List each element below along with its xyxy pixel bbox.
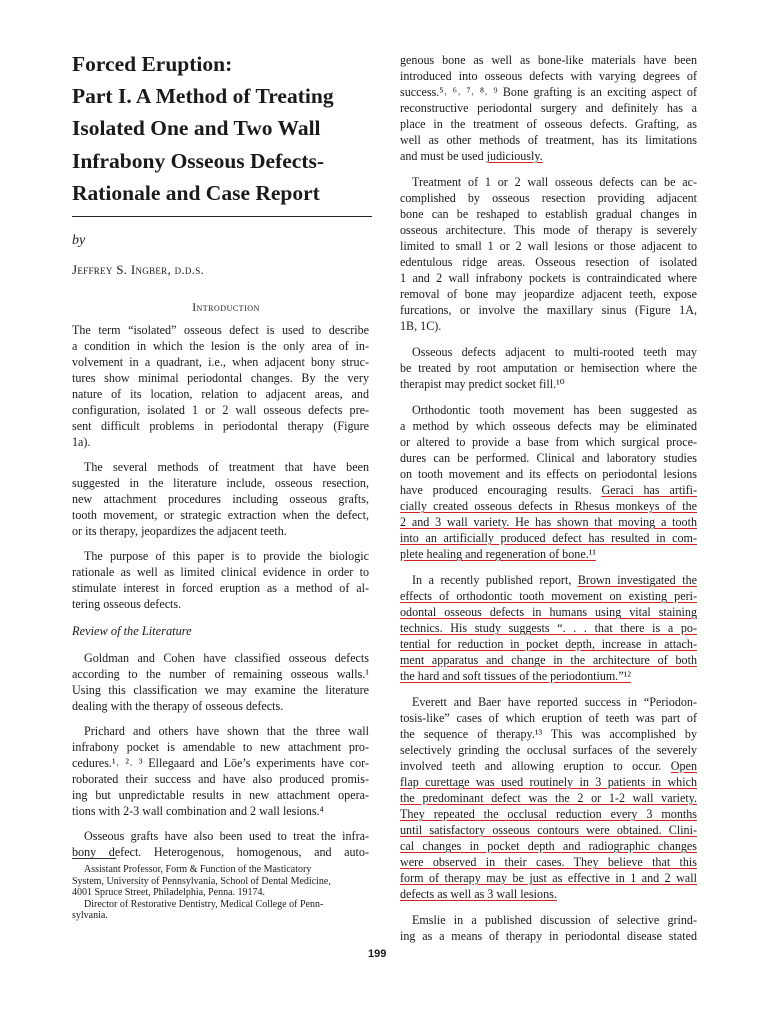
text-line: edentulous ridge areas. Osseous resection of isolated (400, 255, 697, 269)
footnote-divider (72, 858, 116, 859)
text-line: tering osseous defects. (72, 597, 182, 611)
underlined-text: judiciously. (486, 149, 543, 163)
text-line: place in the treatment of osseous defects. Grafting, as (400, 117, 697, 131)
underlined-line: plete healing and regeneration of bone.¹¹ (400, 547, 596, 561)
text-line: tures show minimal periodontal changes. By the very (72, 371, 369, 385)
text-line: according to the number of remaining osseous walls.¹ (72, 667, 369, 681)
everett-paragraph (400, 694, 697, 902)
footnote-line: 4001 Spruce Street, Philadelphia, Penna. 19174. (72, 887, 266, 899)
text-line: Treatment of 1 or 2 wall osseous defects can be ac- (412, 175, 697, 189)
text-line: genous bone as well as bone-like materials have been (400, 53, 697, 67)
text-line: the sequence of therapy.¹³ This was accomplished by (400, 727, 697, 741)
multirooted-paragraph (400, 344, 697, 392)
text-line: Everett and Baer have reported success in “Periodon- (412, 695, 697, 709)
text-line: and must be used judiciously. (400, 149, 543, 163)
text-line: The term “isolated” osseous defect is used to describe (72, 323, 369, 337)
footnote-line: Director of Restorative Dentistry, Medical College of Penn- (84, 898, 324, 910)
underlined-line: the hard and soft tissues of the periodontium.”¹² (400, 669, 631, 683)
underlined-line: cially created osseous defects in Rhesus monkeys of the (400, 499, 697, 513)
left-column (72, 322, 369, 860)
text-line: infrabony pocket is amendable to new attachment pro- (72, 740, 369, 754)
text-line: Osseous defects adjacent to multi-rooted teeth may (412, 345, 697, 359)
text-line: tions with 2-3 wall combination and 2 wall lesions.⁴ (72, 804, 324, 818)
text-line: reconstructive periodontal surgery and definitely has a (400, 101, 697, 115)
text-line: dealing with the therapy of osseous defects. (72, 699, 284, 713)
underlined-line: tential for reduction in pocket depth, increase in attach- (400, 637, 697, 651)
underlined-line: flap curettage was used routinely in 3 patients in which (400, 775, 697, 789)
text-line: roborated their success and have also produced promis- (72, 772, 369, 786)
underlined-line: 2 and 3 wall variety. He has shown that moving a tooth (400, 515, 697, 529)
text-line: or altered to provide a base from which surgical proce- (400, 435, 697, 449)
text-line: have produced encouraging results. Geraci has artifi- (400, 483, 697, 497)
orthodontic-paragraph (400, 402, 697, 562)
underlined-text: Brown investigated the (577, 573, 697, 587)
text-line: be treated by root amputation or hemisection where the (400, 361, 697, 375)
underlined-line: ment apparatus and change in the architecture of both (400, 653, 697, 667)
grafts-paragraph (72, 828, 369, 860)
text-line: Emslie in a published discussion of selective grind- (412, 913, 697, 927)
text-line: Orthodontic tooth movement has been suggested as (412, 403, 697, 417)
review-heading: Review of the Literature (72, 624, 192, 638)
underlined-line: odontal osseous defects in humans using vital staining (400, 605, 697, 619)
text-line: sent difficult problems in periodontal therapy (Figure (72, 419, 369, 433)
page-number: 199 (368, 948, 387, 960)
text-line: dures can be performed. Clinical and laboratory studies (400, 451, 697, 465)
title-line: Part I. A Method of Treating (72, 84, 334, 109)
text-line: Osseous grafts have also been used to treat the infra- (84, 829, 369, 843)
text-line: 1 and 2 wall infrabony pockets is contraindicated where (400, 271, 697, 285)
intro-paragraph (72, 322, 369, 450)
underlined-line: the predominant defect was the 2 or 1-2 wall variety. (400, 791, 697, 805)
text-line: volvement in a quadrant, i.e., when adjacent bony struc- (72, 355, 369, 369)
genous-paragraph (400, 52, 697, 164)
footnote-line: System, University of Pennsylvania, School of Dental Medicine, (72, 875, 331, 887)
text-line: or its therapy, jeopardizes the adjacent teeth. (72, 524, 287, 538)
right-column (400, 52, 697, 944)
purpose-paragraph (72, 548, 369, 612)
text-line: a method by which osseous defects may be eliminated (400, 419, 697, 433)
treatment-paragraph (400, 174, 697, 334)
introduction-heading: Introduction (192, 302, 260, 314)
text-line: configuration, isolated 1 or 2 wall osseous defects pre- (72, 403, 369, 417)
footnote-line: sylvania. (72, 910, 108, 922)
footnote (72, 864, 372, 922)
text-line: Goldman and Cohen have classified osseous defects (84, 651, 369, 665)
text-line: tosis-like” cases of which eruption of teeth was part of (400, 711, 697, 725)
title-line: Forced Eruption: (72, 52, 233, 76)
methods-paragraph (72, 459, 369, 539)
underlined-line: defects as well as 3 wall lesions. (400, 887, 557, 901)
title-line: Rationale and Case Report (72, 180, 320, 205)
text-line: on tooth movement and its effects on periodontal lesions (400, 467, 697, 481)
underlined-line: into an artificially produced defect has resulted in com- (400, 531, 697, 545)
text-line: a condition in which the lesion is the only area of in- (72, 339, 369, 353)
emslie-paragraph (400, 912, 697, 944)
text-line: ing but unpredictable results in new attachment opera- (72, 788, 369, 802)
text-line: tooth movement, or strategic extraction when the defect, (72, 508, 369, 522)
underlined-line: technics. His study suggests “. . . that there is a po- (400, 621, 697, 635)
underlined-line: effects of orthodontic tooth movement on existing peri- (400, 589, 697, 603)
goldman-paragraph (72, 650, 369, 714)
text-line: osseous architecture. This mode of therapy is severely (400, 223, 697, 237)
underlined-line: until satisfactory osseous contours were obtained. Clini- (400, 823, 697, 837)
text-line: success.⁵˒ ⁶˒ ⁷˒ ⁸˒ ⁹ Bone grafting is an exciting aspect of (400, 85, 697, 99)
text-line: 1B, 1C). (400, 319, 442, 333)
text-line: limited to small 1 or 2 wall lesions or those adjacent to (400, 239, 697, 253)
text-line: rationale as well as limited clinical evidence in order to (72, 565, 369, 579)
brown-paragraph (400, 572, 697, 684)
underlined-line: cal changes in pocket depth and radiographic changes (400, 839, 697, 853)
article-title (72, 48, 372, 209)
text-line: introduced into osseous defects with varying degrees of (400, 69, 697, 83)
text-line: well as other methods of treatment, has its limitations (400, 133, 697, 147)
byline: by (72, 233, 86, 248)
underlined-line: were observed in their cases. They believe that this (400, 855, 697, 869)
footnote-line: Assistant Professor, Form & Function of the Masticatory (84, 864, 312, 875)
text-line: Prichard and others have shown that the three wall (84, 724, 369, 738)
text-line: selectively grinding the occlusal surfaces of the severely (400, 743, 697, 757)
text-line: nature of its location, relation to adjacent areas, and (72, 387, 369, 401)
text-line: In a recently published report, Brown investigated the (412, 573, 697, 587)
prichard-paragraph (72, 723, 369, 819)
underlined-line: They repeated the occlusal reduction every 3 months (400, 807, 697, 821)
text-line: therapist may predict socket fill.¹⁰ (400, 377, 565, 391)
text-line: complished by osseous resection providing adjacent (400, 191, 697, 205)
text-line: 1a). (72, 435, 91, 449)
text-line: ing as a means of therapy in periodontal disease stated (400, 929, 697, 943)
text-line: stimulate interest in forced eruption as a method of al- (72, 581, 369, 595)
text-line: suggested in the literature include, osseous resection, (72, 476, 369, 490)
title-divider (72, 216, 372, 217)
text-line: The several methods of treatment that have been (84, 460, 369, 474)
underlined-text: Open (670, 759, 697, 773)
underlined-line: form of therapy may be just as effective in 1 and 2 wall (400, 871, 697, 885)
title-line: Isolated One and Two Wall (72, 116, 321, 141)
text-line: The purpose of this paper is to provide the biologic (84, 549, 369, 563)
text-line: cedures.¹˒ ²˒ ³ Ellegaard and Löe’s experiments have cor- (72, 756, 369, 770)
underlined-text: Geraci has artifi- (601, 483, 697, 497)
text-line: furcations, or involve the maxillary sinus (Figure 1A, (400, 303, 697, 317)
text-line: bone can be reshaped to establish gradual changes in (400, 207, 697, 221)
text-line: new attachment procedures including osseous grafts, (72, 492, 369, 506)
text-line: removal of bone may jeopardize adjacent teeth, expose (400, 287, 697, 301)
title-line: Infrabony Osseous Defects- (72, 148, 325, 173)
text-line: involved teeth and allowing eruption to occur. Open (400, 759, 697, 773)
text-line: bony defect. Heterogenous, homogenous, and auto- (72, 845, 369, 859)
text-line: Using this classification we may examine the literature (72, 683, 369, 697)
author-name: Jeffrey S. Ingber, d.d.s. (72, 262, 205, 277)
